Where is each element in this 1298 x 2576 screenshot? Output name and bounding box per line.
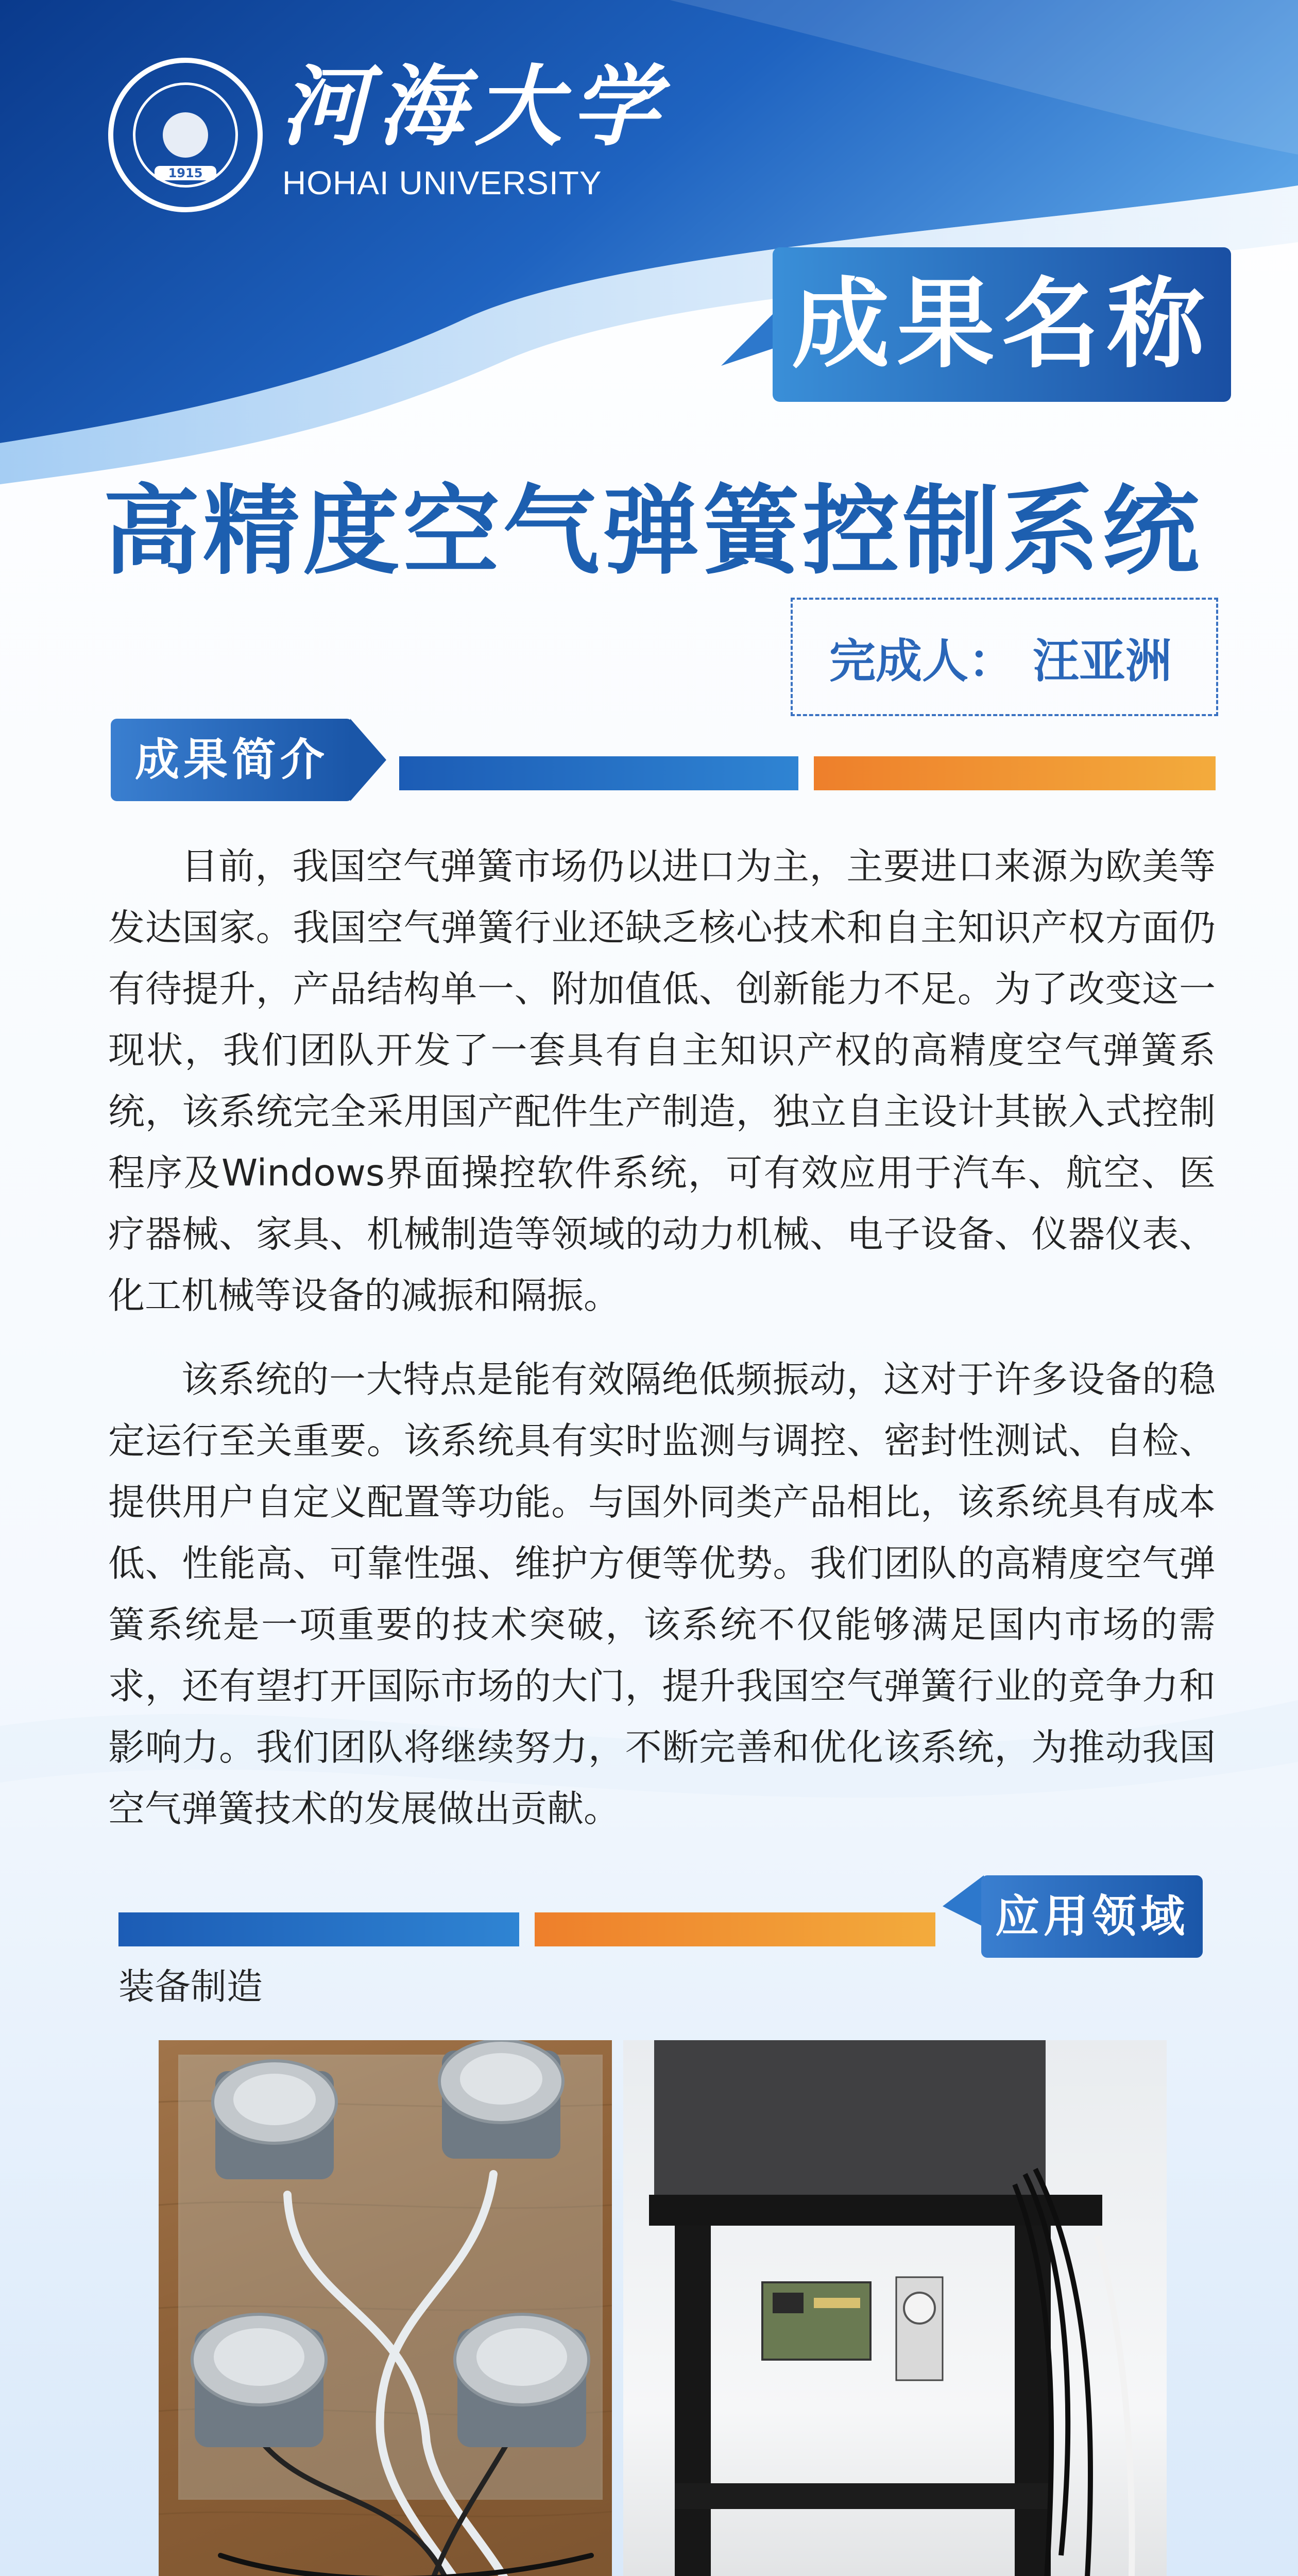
achievement-title: 高精度空气弹簧控制系统 — [103, 475, 1202, 588]
intro-paragraph-2: 该系统的一大特点是能有效隔绝低频振动，这对于许多设备的稳定运行至关重要。该系统具有实时监测与调控、密封性测试、自检、提供用户自定义配置等功能。与国外同类产品相比，该系统具有成本低、性能高、可靠性强、维护方便等优势。我们团队的高精度空气弹簧系统是一项重要的技术突破，该系统不仅能够满足国内市场的需求，还有望打开国际市场的大门，提升我国空气弹簧行业的竞争力和影响力。我们团队将继续努力，不断完善和优化该系统，为推动我国空气弹簧技术的发展做出贡献。 — [108, 1358, 1216, 1830]
intro-tag-arrow — [350, 719, 391, 801]
air-spring-units-photo — [159, 2040, 612, 2576]
intro-divider-orange — [814, 756, 1216, 790]
university-name-cn: 河海大学 — [281, 55, 669, 158]
achievement-name-label: 成果名称 — [773, 247, 1231, 402]
intro-divider-blue — [399, 756, 798, 790]
seal-year: 1915 — [155, 166, 216, 180]
app-divider-orange — [535, 1912, 935, 1946]
seal-core — [163, 112, 208, 158]
app-divider-blue — [118, 1912, 519, 1946]
application-heading: 应用领域 — [981, 1875, 1203, 1958]
author-label: 完成人： — [829, 634, 1015, 688]
vibration-isolation-table-photo — [623, 2040, 1167, 2576]
author-name: 汪亚洲 — [1033, 634, 1172, 688]
application-field: 装备制造 — [118, 1965, 263, 2008]
university-name-en: HOHAI UNIVERSITY — [282, 164, 602, 201]
app-tag-pointer — [943, 1875, 984, 1958]
intro-heading: 成果简介 — [111, 719, 353, 801]
intro-paragraph-1: 目前，我国空气弹簧市场仍以进口为主，主要进口来源为欧美等发达国家。我国空气弹簧行业还缺乏核心技术和自主知识产权方面仍有待提升，产品结构单一、附加值低、创新能力不足。为了改变这一现状，我们团队开发了一套具有自主知识产权的高精度空气弹簧系统，该系统完全采用国产配件生产制造，独立自主设计其嵌入式控制程序及Windows界面操控软件系统，可有效应用于汽车、航空、医疗器械、家具、机械制造等领域的动力机械、电子设备、仪器仪表、化工机械等设备的减振和隔振。 — [108, 845, 1216, 1317]
